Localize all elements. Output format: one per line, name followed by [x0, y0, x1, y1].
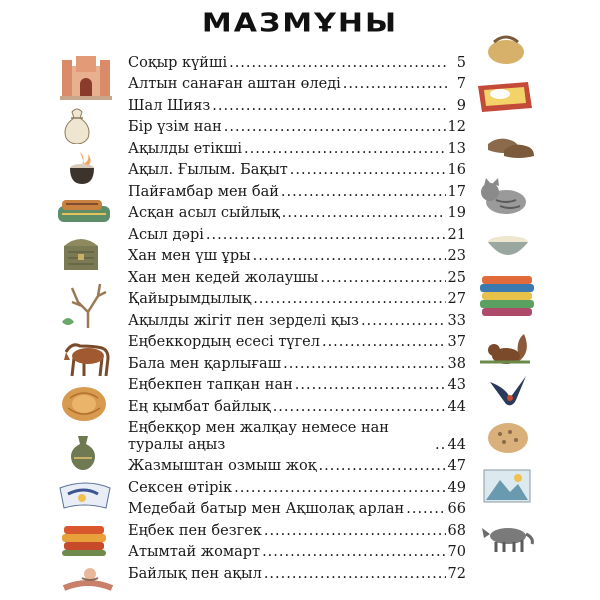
toc-page-number: 17 — [447, 183, 466, 200]
toc-entry-title: Еңбек пен безгек — [128, 522, 262, 539]
toc-page-number: 44 — [447, 436, 466, 453]
toc-page-number: 12 — [447, 119, 466, 135]
toc-page-number: 68 — [447, 522, 466, 539]
toc-leader — [262, 544, 445, 561]
carpet-bundle-icon — [56, 196, 112, 226]
toc-entry-title: Бір үзім нан — [128, 119, 222, 135]
sack-icon — [62, 106, 92, 144]
toc-entry-title: Еңбеккордың есесі түгел — [128, 334, 320, 350]
toc-leader — [264, 523, 446, 540]
toc-entry-title: Байлық пен ақыл — [128, 565, 262, 582]
toc-page-number: 66 — [447, 501, 466, 517]
toc-entry-title: Пайғамбар мен бай — [128, 183, 279, 200]
toc-leader — [435, 437, 446, 454]
toc-leader — [253, 291, 445, 308]
toc-leader — [229, 55, 448, 72]
toc-entry — [128, 158, 466, 180]
toc-entry — [128, 136, 466, 158]
toc-entry — [128, 222, 466, 244]
toc-page-number: 38 — [447, 355, 466, 372]
toc-entry-title: Асыл дәрі — [128, 226, 204, 243]
toc-entry-title: Бала мен қарлығаш — [128, 355, 282, 372]
swallow-icon — [486, 372, 530, 408]
toc-entry — [128, 518, 466, 540]
toc-page-number: 70 — [447, 544, 466, 560]
fabric-stack-icon — [478, 270, 536, 326]
bowl-icon — [486, 232, 530, 260]
toc-entry — [128, 540, 466, 562]
toc-entry-title: Медебай батыр мен Ақшолақ арлан — [128, 501, 405, 517]
toc-entry-title: Жазмыштан озмыш жоқ — [128, 458, 317, 474]
toc-leader — [295, 377, 446, 394]
toc-entry-title: Қайырымдылық — [128, 291, 252, 307]
mountain-scene-icon — [480, 466, 534, 506]
jug-icon — [66, 432, 100, 472]
toc-entry — [128, 244, 466, 266]
layered-cake-icon — [60, 522, 108, 558]
toc-leader — [282, 205, 446, 222]
rug-icon — [472, 76, 536, 116]
toc-page-number: 25 — [447, 269, 466, 286]
toc-page-number: 5 — [456, 54, 466, 71]
toc-entry-title: Еңбекқор мен жалқау немесе нан туралы аңыз — [128, 419, 389, 453]
toc-entry — [128, 454, 466, 476]
toc-leader — [319, 458, 446, 475]
toc-entry — [128, 72, 466, 94]
toc-leader — [224, 119, 446, 136]
toc-entry — [128, 93, 466, 115]
toc-entry-title: Хан мен үш ұры — [128, 248, 251, 264]
chest-icon — [60, 232, 102, 274]
toc-entry — [128, 115, 466, 137]
castle-icon — [60, 52, 112, 100]
toc-entry-title: Еңбекпен тапқан нан — [128, 377, 293, 393]
toc-page-number: 27 — [447, 291, 466, 307]
toc-entry — [128, 201, 466, 223]
bundle-icon — [484, 32, 528, 66]
toc-leader — [283, 356, 445, 373]
toc-entry — [128, 497, 466, 519]
toc-page-number: 13 — [447, 140, 466, 157]
toc-entry — [128, 308, 466, 330]
horse-icon — [60, 336, 112, 378]
toc-leader — [244, 141, 446, 158]
bread-loaf-icon — [60, 384, 108, 424]
toc-page-number: 47 — [447, 458, 466, 474]
toc-page-number: 7 — [456, 76, 466, 92]
deer-antlers-icon — [58, 282, 108, 330]
toc-page-number: 21 — [447, 226, 466, 243]
toc-entry — [128, 561, 466, 583]
toc-page-number: 72 — [447, 565, 466, 582]
toc-page-number: 9 — [456, 97, 466, 114]
toc-page-number: 33 — [447, 312, 466, 329]
scroll-icon — [56, 478, 114, 514]
toc-entry — [128, 287, 466, 309]
round-bread-icon — [486, 420, 530, 456]
toc-entry — [128, 50, 466, 72]
toc-entry-title: Соқыр күйші — [128, 54, 228, 71]
toc-entry-title: Шал Шияз — [128, 97, 211, 114]
toc-entry-title: Ең қымбат байлық — [128, 398, 271, 415]
page-title: МАЗМҰНЫ — [201, 8, 399, 39]
table-of-contents — [128, 50, 466, 583]
toc-leader — [290, 162, 446, 179]
toc-leader — [281, 184, 446, 201]
toc-leader — [264, 566, 446, 583]
toc-entry — [128, 330, 466, 352]
toc-entry-title: Асқан асыл сыйлық — [128, 205, 280, 221]
toc-leader — [212, 98, 448, 115]
toc-entry — [128, 416, 466, 454]
toc-leader — [234, 480, 445, 497]
toc-page-number: 43 — [447, 377, 466, 393]
toc-entry — [128, 394, 466, 416]
sleeping-figure-icon — [60, 562, 116, 596]
toc-entry-title: Сексен өтірік — [128, 479, 233, 496]
toc-entry-title: Алтын санаған аштан өледі — [128, 76, 341, 92]
toc-entry — [128, 475, 466, 497]
boots-icon — [484, 130, 536, 160]
toc-leader — [361, 313, 446, 330]
toc-entry — [128, 265, 466, 287]
toc-entry-title: Ақылды етікші — [128, 140, 243, 157]
toc-entry-title: Ақыл. Ғылым. Бақыт — [128, 162, 288, 178]
toc-entry-title: Ақылды жігіт пен зерделі қыз — [128, 312, 359, 329]
toc-entry — [128, 373, 466, 395]
toc-entry — [128, 179, 466, 201]
toc-leader — [206, 227, 446, 244]
squirrel-icon — [478, 328, 534, 368]
toc-leader — [273, 399, 446, 416]
toc-page-number: 44 — [447, 398, 466, 415]
toc-entry-title: Хан мен кедей жолаушы — [128, 269, 319, 286]
toc-leader — [320, 270, 445, 287]
toc-entry-title: Атымтай жомарт — [128, 544, 261, 560]
toc-leader — [253, 248, 446, 265]
toc-page-number: 37 — [447, 334, 466, 350]
cat-icon — [478, 174, 534, 218]
toc-leader — [406, 501, 445, 518]
toc-leader — [343, 76, 448, 93]
wolf-icon — [478, 518, 534, 554]
toc-leader — [322, 334, 446, 351]
toc-page-number: 16 — [447, 162, 466, 178]
toc-page-number: 49 — [447, 479, 466, 496]
toc-entry — [128, 351, 466, 373]
toc-page-number: 23 — [447, 248, 466, 264]
toc-page-number: 19 — [447, 205, 466, 221]
cauldron-icon — [66, 148, 98, 188]
